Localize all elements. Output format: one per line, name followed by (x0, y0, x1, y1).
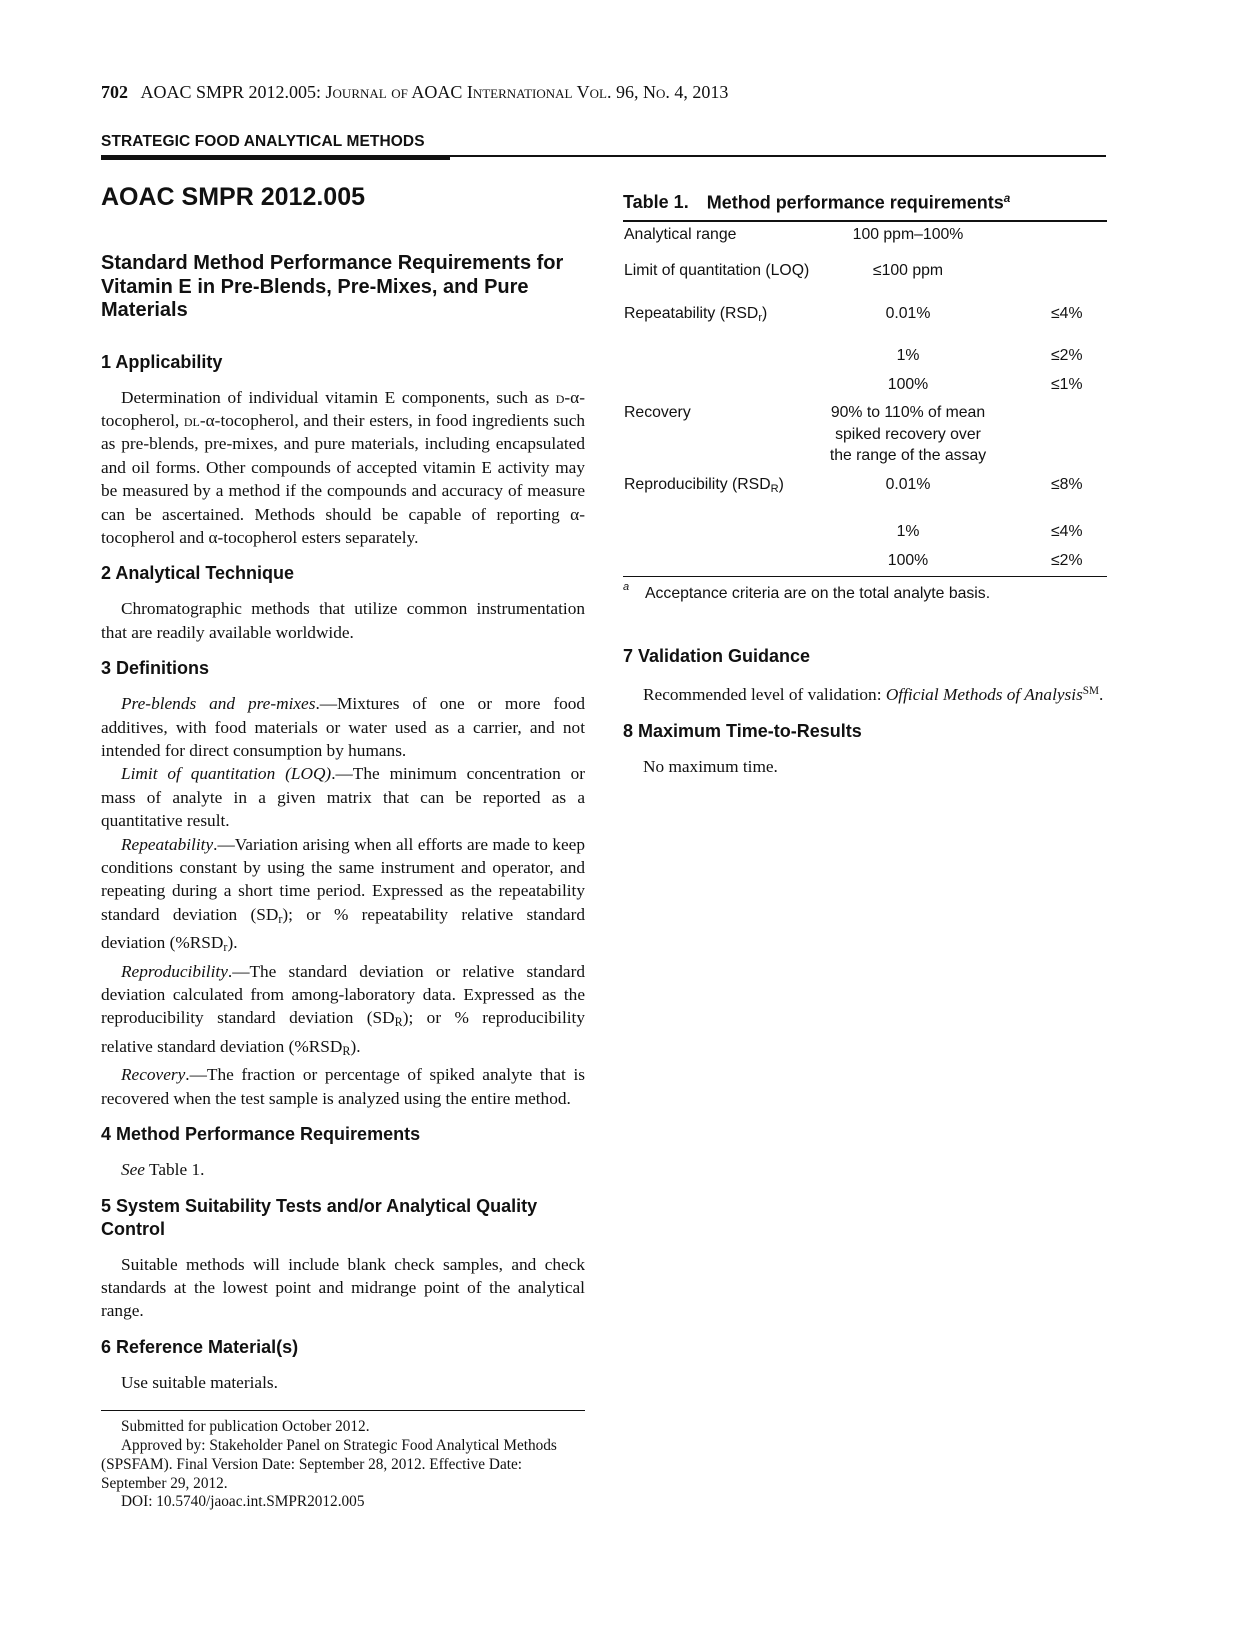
text: Recommended level of validation: (643, 685, 886, 705)
subscript: r (223, 940, 228, 955)
subscript: r (758, 312, 763, 325)
paragraph-reference-materials: Use suitable materials. (121, 1372, 278, 1392)
table-row (623, 260, 1107, 303)
text: ) (778, 476, 784, 494)
text: Acceptance criteria are on the total analyte basis. (645, 585, 991, 603)
text: Repeatability (RSD (624, 305, 759, 323)
text: .—The fraction or percentage of spiked analyte that is recovered when the test sample is analyzed using the entire method. (101, 1065, 585, 1108)
paragraph-system-suitability: Suitable methods will include blank check samples, and check standards at the lowest point and midrange point of the analytical range. (101, 1254, 585, 1321)
table-row (623, 345, 1107, 374)
table-label: Table 1. (623, 192, 689, 213)
document-subtitle: Standard Method Performance Requirements for Vitamin E in Pre-Blends, Pre-Mixes, and Pure Materials (101, 252, 564, 321)
text: .—Variation arising when all efforts are made to keep conditions constant by using the same instrument and operator, and repeating during a short time period. Expressed as the repeatability standard deviation (SD (101, 834, 585, 924)
left-column (101, 180, 585, 1512)
term: Reproducibility (121, 961, 228, 981)
cell-value (823, 402, 993, 467)
definition-reproducibility (101, 960, 585, 1064)
text: .—The minimum concentration or mass of analyte in a given matrix that can be reported as a quantitative result. (101, 764, 585, 831)
table-bottom-rule (623, 576, 1107, 577)
paragraph-max-time: No maximum time. (643, 757, 778, 776)
heading-system-suitability: 5 System Suitability Tests and/or Analytical Quality Control (101, 1195, 538, 1239)
footnote-doi: DOI: 10.5740/jaoac.int.SMPR2012.005 (121, 1493, 365, 1511)
section-label: STRATEGIC FOOD ANALYTICAL METHODS (101, 133, 425, 150)
text: dl (183, 410, 200, 430)
cell-value: 100% (887, 552, 929, 570)
text: the range of the assay (829, 447, 987, 465)
paragraph-see-table (101, 1158, 585, 1181)
footnotes (101, 1418, 585, 1512)
paragraph-validation-guidance (623, 680, 1107, 707)
header-rule-thick (101, 155, 450, 160)
term: Recovery (121, 1065, 186, 1085)
document-title: AOAC SMPR 2012.005 (101, 183, 366, 211)
right-column (623, 180, 1107, 778)
text: 90% to 110% of mean (830, 404, 986, 422)
text: Table 1. (144, 1160, 205, 1180)
table-title (623, 192, 1107, 213)
term: Limit of quantitation (LOQ) (121, 764, 332, 784)
table-row (623, 374, 1107, 402)
text: .—The standard deviation or relative standard deviation calculated from among-laboratory data. Expressed as the reproducibility standard deviation (SD (101, 961, 585, 1028)
table-row (623, 224, 1107, 260)
heading-max-time: 8 Maximum Time-to-Results (623, 721, 862, 741)
text: ) (762, 305, 768, 323)
text: Reproducibility (RSD (624, 476, 771, 494)
table-footnote-mark: a (623, 581, 630, 594)
text: -α-tocopherol, and their esters, in food ingredients such as pre-blends, pre-mixes, and pure materials, including encapsulated and oil forms. Other compounds of accepted vitamin E activity may be measured by a method if the compounds and accuracy of measure can be ascertained. Methods should be capable of reporting α-tocopherol and α-tocopherol esters separately. (101, 410, 585, 547)
paragraph-analytical-technique: Chromatographic methods that utilize common instrumentation that are readily available worldwide. (101, 599, 585, 642)
table-top-rule (623, 220, 1107, 222)
subscript: R (394, 1015, 403, 1030)
definition-recovery (101, 1063, 585, 1110)
table-row (623, 521, 1107, 550)
cell-limit: ≤8% (1051, 476, 1083, 494)
cell-parameter (624, 474, 784, 500)
definition-loq (101, 762, 585, 832)
heading-analytical-technique: 2 Analytical Technique (101, 563, 295, 584)
cell-value: 0.01% (885, 305, 931, 323)
superscript: SM (1082, 685, 1100, 698)
page-number: 702 (101, 82, 128, 102)
cell-limit: ≤2% (1051, 347, 1083, 365)
text: -α-tocopherol, (101, 387, 585, 430)
text: ); or % repeatability relative standard deviation (%RSD (101, 904, 585, 953)
table-row (623, 402, 1107, 474)
subscript: R (770, 483, 779, 496)
table-title-footnote-mark: a (1003, 192, 1011, 205)
paragraph-applicability (101, 386, 585, 550)
heading-definitions: 3 Definitions (101, 658, 210, 679)
text: .—Mixtures of one or more food additives, with food materials or water used as a carrier, and not intended for direct consumption by humans. (101, 694, 585, 760)
cell-value: ≤100 ppm (872, 262, 944, 280)
cell-value: 100% (887, 376, 929, 394)
heading-validation-guidance: 7 Validation Guidance (623, 646, 811, 667)
subscript: R (342, 1043, 351, 1058)
cell-parameter (624, 303, 767, 329)
text: Determination of individual vitamin E components, such as (121, 387, 556, 407)
footnote-rule (101, 1410, 585, 1411)
cell-value: 100 ppm–100% (852, 226, 964, 244)
cell-value: 1% (896, 523, 920, 541)
text: d (555, 387, 565, 407)
term: Pre-blends and pre-mixes (121, 694, 316, 714)
cell-limit: ≤4% (1051, 523, 1083, 541)
cell-parameter: Limit of quantitation (LOQ) (624, 262, 810, 280)
journal-line: AOAC SMPR 2012.005: Journal of AOAC International Vol. 96, No. 4, 2013 (140, 82, 729, 102)
cell-value: 1% (896, 347, 920, 365)
text: spiked recovery over (835, 425, 981, 443)
term: Repeatability (121, 834, 214, 854)
table-caption: Method performance requirements (706, 192, 1004, 213)
subscript: r (278, 911, 283, 926)
cell-parameter: Recovery (624, 404, 691, 422)
text: ). (227, 933, 238, 953)
table-row (623, 303, 1107, 345)
text: . (1099, 685, 1104, 705)
text: ). (350, 1036, 361, 1056)
cell-value: 0.01% (885, 476, 931, 494)
definition-repeatability (101, 833, 585, 960)
definition-pre-blends (101, 692, 585, 762)
table-row (623, 474, 1107, 521)
cell-limit: ≤1% (1051, 376, 1083, 394)
heading-method-performance: 4 Method Performance Requirements (101, 1124, 421, 1145)
cell-parameter: Analytical range (624, 226, 737, 244)
running-head (101, 82, 728, 103)
text: ); or % reproducibility relative standard deviation (%RSD (101, 1008, 586, 1056)
footnote-submitted: Submitted for publication October 2012. (121, 1418, 370, 1436)
cell-limit: ≤2% (1051, 552, 1083, 570)
footnote-approved: Approved by: Stakeholder Panel on Strategic Food Analytical Methods (SPSFAM). Final Version Date: September 28, 2012. Effective Date: September 29, 2012. (101, 1436, 557, 1492)
text: See (121, 1160, 145, 1180)
heading-reference-materials: 6 Reference Material(s) (101, 1336, 299, 1357)
cell-limit: ≤4% (1051, 305, 1083, 323)
text: Official Methods of Analysis (885, 685, 1083, 705)
table-body (623, 224, 1107, 576)
table-footnote (623, 581, 1107, 603)
heading-applicability: 1 Applicability (101, 351, 223, 372)
table-row (623, 550, 1107, 576)
